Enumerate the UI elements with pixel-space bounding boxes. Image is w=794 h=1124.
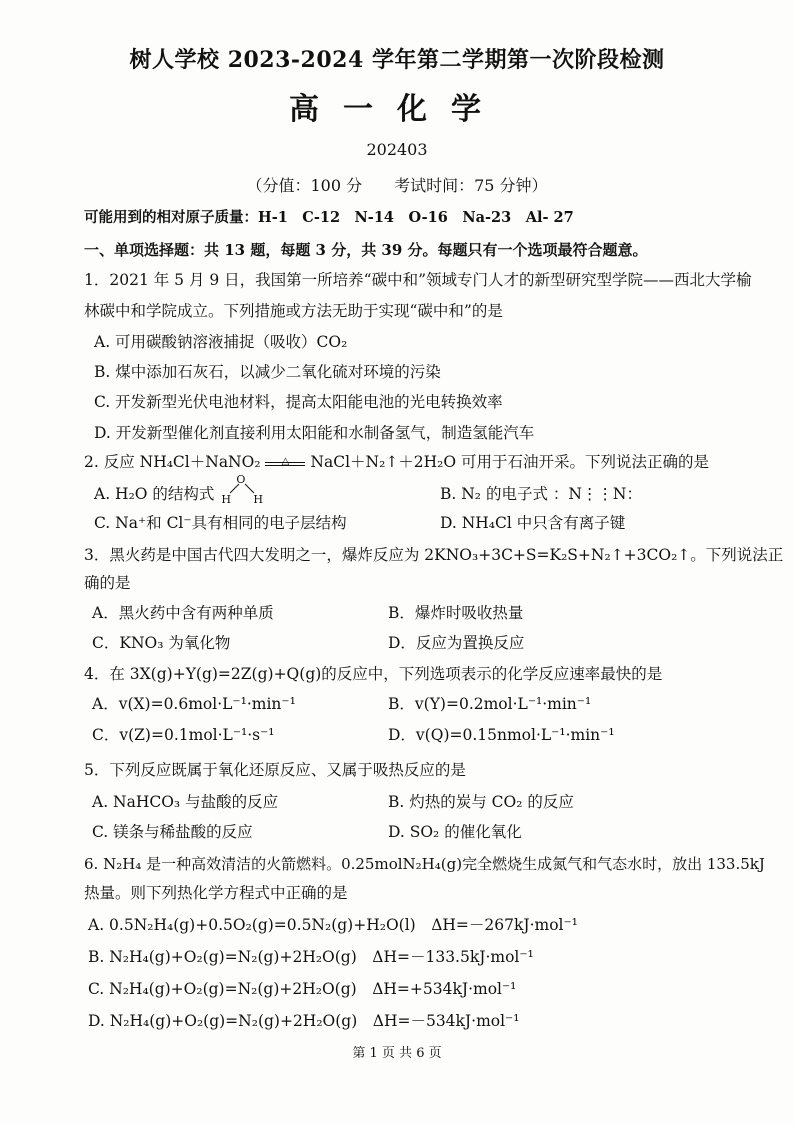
water-o-atom: O: [236, 473, 246, 486]
score-time: （分值：100 分 考试时间：75 分钟）: [246, 176, 548, 195]
q2-stem: [84, 452, 709, 472]
q6-stem-line2: 热量。则下列热化学方程式中正确的是: [84, 884, 348, 902]
atomic-masses: 可能用到的相对原子质量：H-1 C-12 N-14 O-16 Na-23 Al- 27: [84, 209, 574, 226]
q4-stem: 4．在 3X(g)+Y(g)=2Z(g)+Q(g)的反应中，下列选项表示的化学反应速率最快的是: [84, 665, 663, 683]
q2-stem-pre: 2. 反应 NH₄Cl＋NaNO₂: [84, 453, 261, 471]
q1-option-b: B. 煤中添加石灰石，以减少二氧化硫对环境的污染: [94, 363, 441, 381]
heat-arrow: [265, 456, 305, 467]
q2-option-d: D. NH₄Cl 中只含有离子键: [440, 514, 626, 532]
q1-stem-line1: 1．2021 年 5 月 9 日，我国第一所培养“碳中和”领域专门人才的新型研究型学院——西北大学榆: [84, 271, 752, 289]
section-heading: 一、单项选择题：共 13 题，每题 3 分，共 39 分。每题只有一个选项最符合题意。: [84, 241, 648, 259]
water-h-atom-left: H: [221, 493, 231, 506]
q3-option-a: A．黑火药中含有两种单质: [92, 604, 274, 622]
q3-option-d: D．反应为置换反应: [388, 634, 525, 652]
q4-option-d: D．v(Q)=0.15nmol·L⁻¹·min⁻¹: [388, 726, 615, 744]
q5-option-c: C. 镁条与稀盐酸的反应: [92, 823, 253, 841]
q6-option-b: B. N₂H₄(g)+O₂(g)=N₂(g)+2H₂O(g) ΔH=－133.5kJ·mol⁻¹: [88, 948, 534, 966]
exam-date: 202403: [366, 140, 428, 159]
q4-option-a: A．v(X)=0.6mol·L⁻¹·min⁻¹: [92, 695, 296, 713]
q2-option-b: B. N₂ 的电子式 ：N⋮⋮N：: [440, 485, 642, 503]
q6-option-c: C. N₂H₄(g)+O₂(g)=N₂(g)+2H₂O(g) ΔH=+534kJ·mol⁻¹: [88, 980, 517, 998]
q1-option-c: C. 开发新型光伏电池材料，提高太阳能电池的光电转换效率: [94, 393, 503, 411]
q5-option-a: A. NaHCO₃ 与盐酸的反应: [92, 793, 279, 811]
q3-option-b: B．爆炸时吸收热量: [388, 604, 524, 622]
subject-title: 高一化学: [289, 92, 505, 127]
heat-symbol: △: [281, 456, 290, 467]
page-number: 第 1 页 共 6 页: [352, 1046, 442, 1061]
q5-option-d: D. SO₂ 的催化氧化: [388, 823, 522, 841]
q2-stem-post: NaCl＋N₂↑＋2H₂O 可用于石油开采。下列说法正确的是: [310, 453, 710, 471]
q1-stem-line2: 林碳中和学院成立。下列措施或方法无助于实现“碳中和”的是: [84, 302, 503, 320]
q2-option-a: A. H₂O 的结构式 O H H: [94, 484, 263, 504]
q3-stem-line1: 3．黑火药是中国古代四大发明之一，爆炸反应为 2KNO₃+3C+S=K₂S+N₂↑+3CO₂↑。下列说法正: [84, 546, 784, 564]
q5-stem: 5．下列反应既属于氧化还原反应、又属于吸热反应的是: [84, 761, 466, 779]
q4-option-c: C．v(Z)=0.1mol·L⁻¹·s⁻¹: [92, 726, 275, 744]
q5-option-b: B. 灼热的炭与 CO₂ 的反应: [388, 793, 574, 811]
water-h-atom-right: H: [253, 493, 263, 506]
q3-option-c: C．KNO₃ 为氧化物: [92, 634, 231, 652]
q4-option-b: B．v(Y)=0.2mol·L⁻¹·min⁻¹: [388, 695, 592, 713]
q1-option-d: D. 开发新型催化剂直接利用太阳能和水制备氢气，制造氢能汽车: [94, 424, 535, 442]
q3-stem-line2: 确的是: [84, 574, 131, 592]
q1-option-a: A. 可用碳酸钠溶液捕捉（吸收）CO₂: [94, 333, 348, 351]
q2-option-c: C. Na⁺和 Cl⁻具有相同的电子层结构: [94, 514, 347, 532]
exam-title: 树人学校 2023-2024 学年第二学期第一次阶段检测: [129, 47, 665, 73]
q6-option-a: A. 0.5N₂H₄(g)+0.5O₂(g)=0.5N₂(g)+H₂O(l) ΔH=－267kJ·mol⁻¹: [88, 916, 578, 934]
water-structure: [219, 473, 263, 506]
q6-option-d: D. N₂H₄(g)+O₂(g)=N₂(g)+2H₂O(g) ΔH=－534kJ·mol⁻¹: [88, 1012, 520, 1030]
q6-stem-line1: 6. N₂H₄ 是一种高效清洁的火箭燃料。0.25molN₂H₄(g)完全燃烧生成氮气和气态水时，放出 133.5kJ: [84, 855, 765, 873]
